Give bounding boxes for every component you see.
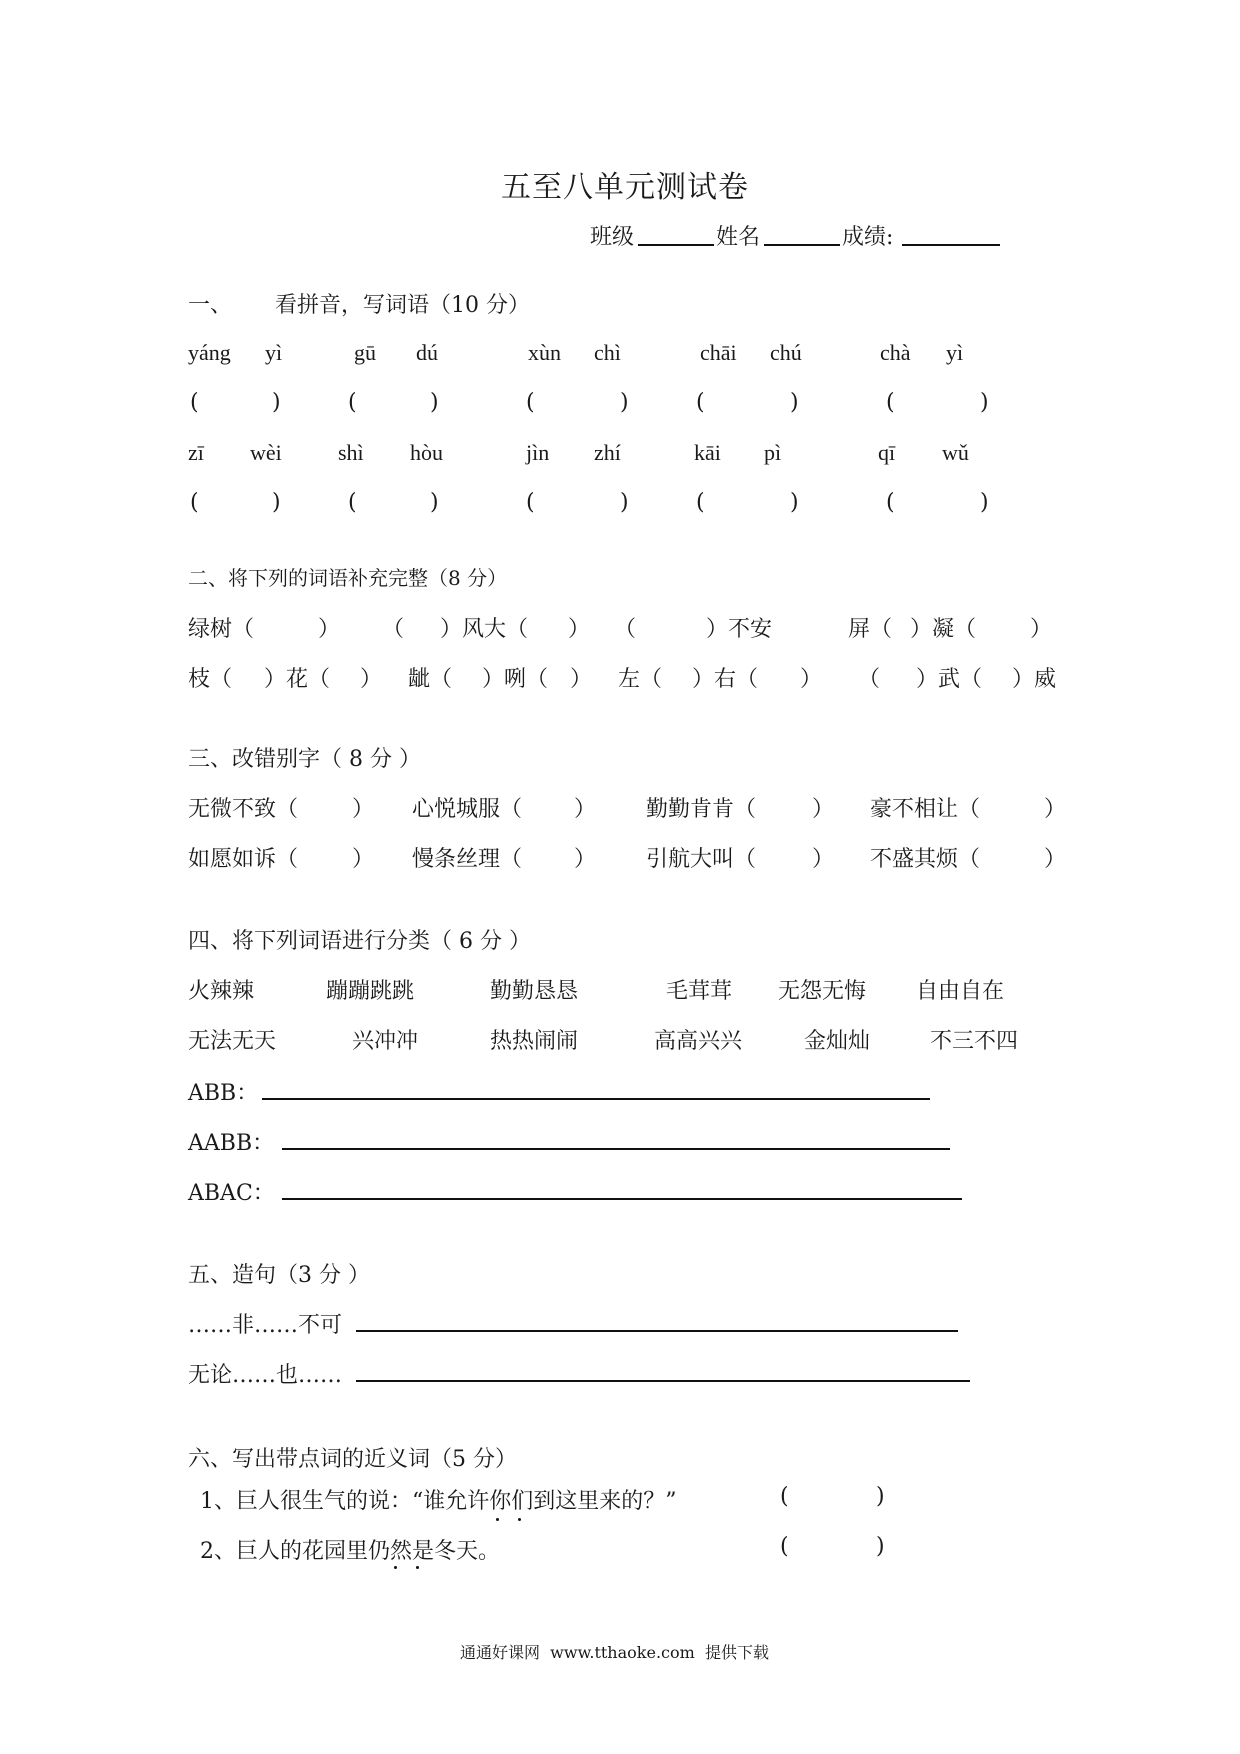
typo-word: 豪不相让（ <box>870 797 981 822</box>
fill-word-part: ） <box>800 667 823 692</box>
answer-paren-open: ( <box>348 490 357 515</box>
emphasis-dot <box>518 1518 521 1521</box>
answer-paren-open: ( <box>696 390 705 415</box>
fill-word-part: 绿树（ <box>188 617 255 642</box>
sentence-pattern: 无论……也…… <box>188 1363 343 1388</box>
word-item: 兴冲冲 <box>352 1029 419 1054</box>
answer-paren-close: ） <box>812 847 835 872</box>
fill-word-part: ）花（ <box>264 667 331 692</box>
class-blank[interactable] <box>638 244 714 246</box>
typo-word: 心悦城服（ <box>412 797 523 822</box>
fill-word-part: ） <box>360 667 383 692</box>
pinyin: shì <box>338 440 364 465</box>
answer-paren-open: ( <box>886 390 895 415</box>
word-item: 蹦蹦跳跳 <box>326 979 415 1004</box>
class-label: 班级 <box>590 225 635 250</box>
typo-word: 勤勤肯肯（ <box>646 797 757 822</box>
section-3-heading: 三、改错别字（ 8 分 ） <box>188 747 421 772</box>
pinyin: yì <box>265 340 283 365</box>
answer-paren-close: ） <box>1044 797 1067 822</box>
score-blank[interactable] <box>902 244 1000 246</box>
answer-paren-close: ) <box>430 390 439 415</box>
fill-word-part: ）风大（ <box>440 617 529 642</box>
word-item: 无法无天 <box>188 1029 277 1054</box>
typo-word: 不盛其烦（ <box>870 847 981 872</box>
answer-paren-close: ) <box>430 490 439 515</box>
answer-paren-close: ) <box>620 390 629 415</box>
category-answer-line-abac[interactable] <box>282 1198 962 1200</box>
pinyin: zī <box>188 440 204 465</box>
pinyin: jìn <box>526 440 550 465</box>
answer-paren-open: ( <box>190 390 199 415</box>
synonym-question: 2、巨人的花园里仍然是冬天。 <box>200 1539 500 1564</box>
pinyin: wèi <box>250 440 282 465</box>
answer-paren-close: ) <box>272 390 281 415</box>
fill-word-part: （ <box>614 617 637 642</box>
answer-paren-close: ） <box>574 797 597 822</box>
pinyin: zhí <box>594 440 621 465</box>
pinyin: dú <box>416 340 438 365</box>
answer-paren-close: ） <box>352 847 375 872</box>
answer-paren-close: ） <box>812 797 835 822</box>
word-item: 勤勤恳恳 <box>490 979 579 1004</box>
answer-paren-close: ） <box>574 847 597 872</box>
emphasis-dot <box>496 1518 499 1521</box>
emphasis-dot <box>394 1566 397 1569</box>
word-item: 高高兴兴 <box>654 1029 743 1054</box>
fill-word-part: ）威 <box>1012 667 1057 692</box>
word-item: 自由自在 <box>916 979 1005 1004</box>
pinyin: yáng <box>188 340 231 365</box>
section-1-heading: 看拼音，写词语（10 分） <box>275 293 530 318</box>
fill-word-part: ） <box>318 617 341 642</box>
fill-word-part: ）武（ <box>916 667 983 692</box>
score-label: 成绩: <box>842 225 894 250</box>
answer-paren-open: ( <box>780 1534 789 1559</box>
word-item: 无怨无悔 <box>778 979 867 1004</box>
category-answer-line-abb[interactable] <box>262 1098 930 1100</box>
fill-word-part: ） <box>1030 617 1053 642</box>
fill-word-part: 左（ <box>618 667 663 692</box>
footer-note: 通通好课网 www.tthaoke.com 提供下载 <box>460 1643 769 1662</box>
answer-paren-close: ) <box>790 490 799 515</box>
answer-paren-open: ( <box>526 390 535 415</box>
fill-word-part: 龇（ <box>408 667 453 692</box>
answer-paren-open: ( <box>190 490 199 515</box>
name-label: 姓名 <box>716 225 761 250</box>
answer-paren-close: ) <box>790 390 799 415</box>
typo-word: 引航大叫（ <box>646 847 757 872</box>
pinyin: pì <box>764 440 782 465</box>
pinyin: chì <box>594 340 621 365</box>
fill-word-part: （ <box>382 617 405 642</box>
answer-paren-open: ( <box>526 490 535 515</box>
word-item: 火辣辣 <box>188 979 255 1004</box>
page-title: 五至八单元测试卷 <box>501 170 749 205</box>
sentence-answer-line[interactable] <box>356 1380 970 1382</box>
fill-word-part: ） <box>568 617 591 642</box>
pinyin: wǔ <box>942 440 969 465</box>
category-label-aabb: AABB： <box>188 1131 275 1156</box>
word-item: 毛茸茸 <box>666 979 733 1004</box>
typo-word: 无微不致（ <box>188 797 299 822</box>
pinyin: chà <box>880 340 911 365</box>
answer-paren-close: ) <box>272 490 281 515</box>
section-5-heading: 五、造句（3 分 ） <box>188 1263 370 1288</box>
answer-paren-close: ) <box>876 1534 885 1559</box>
answer-paren-open: ( <box>780 1484 789 1509</box>
fill-word-part: ）咧（ <box>482 667 549 692</box>
sentence-pattern: ……非……不可 <box>188 1313 343 1338</box>
answer-paren-close: ) <box>980 390 989 415</box>
category-label-abac: ABAC： <box>188 1181 275 1206</box>
fill-word-part: ）凝（ <box>910 617 977 642</box>
answer-paren-open: ( <box>348 390 357 415</box>
pinyin: hòu <box>410 440 443 465</box>
answer-paren-close: ） <box>352 797 375 822</box>
word-item: 金灿灿 <box>804 1029 871 1054</box>
pinyin: chú <box>770 340 802 365</box>
answer-paren-close: ） <box>1044 847 1067 872</box>
section-2-heading: 二、将下列的词语补充完整（8 分） <box>188 566 508 590</box>
pinyin: kāi <box>694 440 721 465</box>
category-label-abb: ABB： <box>188 1081 259 1106</box>
section-6-heading: 六、写出带点词的近义词（5 分） <box>188 1447 517 1472</box>
synonym-question: 1、巨人很生气的说：“谁允许你们到这里来的？” <box>200 1489 677 1514</box>
pinyin: gū <box>354 340 376 365</box>
category-answer-line-aabb[interactable] <box>282 1148 950 1150</box>
answer-paren-close: ) <box>980 490 989 515</box>
pinyin: qī <box>878 440 896 465</box>
section-1-number: 一、 <box>188 293 233 318</box>
word-item: 不三不四 <box>930 1029 1019 1054</box>
typo-word: 如愿如诉（ <box>188 847 299 872</box>
pinyin: chāi <box>700 340 737 365</box>
pinyin: xùn <box>528 340 561 365</box>
fill-word-part: 枝（ <box>188 667 233 692</box>
pinyin: yì <box>946 340 964 365</box>
fill-word-part: （ <box>858 667 881 692</box>
sentence-answer-line[interactable] <box>356 1330 958 1332</box>
name-blank[interactable] <box>764 244 840 246</box>
answer-paren-close: ) <box>620 490 629 515</box>
fill-word-part: 屏（ <box>848 617 893 642</box>
section-4-heading: 四、将下列词语进行分类（ 6 分 ） <box>188 929 531 954</box>
word-item: 热热闹闹 <box>490 1029 579 1054</box>
fill-word-part: ）不安 <box>706 617 773 642</box>
answer-paren-close: ) <box>876 1484 885 1509</box>
typo-word: 慢条丝理（ <box>412 847 523 872</box>
fill-word-part: ） <box>570 667 593 692</box>
emphasis-dot <box>416 1566 419 1569</box>
answer-paren-open: ( <box>696 490 705 515</box>
fill-word-part: ）右（ <box>692 667 759 692</box>
answer-paren-open: ( <box>886 490 895 515</box>
